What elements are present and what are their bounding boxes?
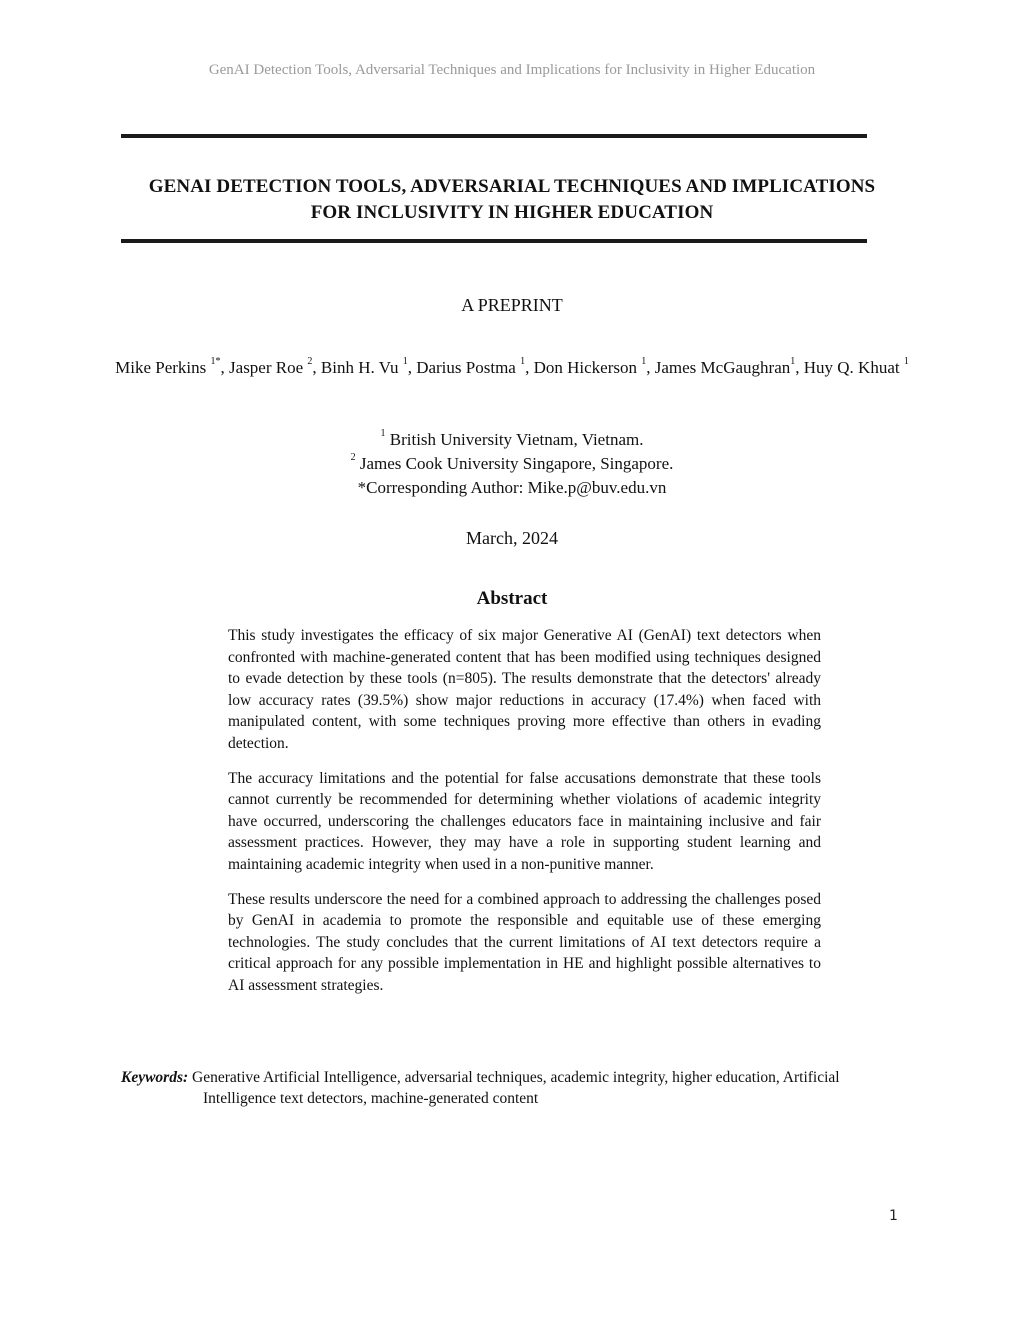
author-name: Binh H. Vu: [320, 358, 399, 377]
corresponding-author: *Corresponding Author: Mike.p@buv.edu.vn: [357, 478, 667, 497]
title-top-rule: [121, 134, 867, 138]
author-affiliation-mark: 1: [520, 356, 526, 368]
author-name: Jasper Roe: [229, 358, 304, 377]
paper-title-line-1: GENAI DETECTION TOOLS, ADVERSARIAL TECHNIQUES AND IMPLICATIONS: [148, 176, 876, 197]
paper-title-line-2: FOR INCLUSIVITY IN HIGHER EDUCATION: [310, 202, 714, 223]
author-affiliation-mark: 1: [641, 356, 647, 368]
affiliation-line: $^1$ British University Vietnam, Vietnam.: [380, 428, 644, 449]
running-header: GenAI Detection Tools, Adversarial Techniques and Implications for Inclusivity in Higher Education: [208, 62, 816, 78]
keywords-text: Generative Artificial Intelligence, adversarial techniques, academic integrity, higher education, Artificial Intelligence text detectors, machine-generated content: [192, 1069, 840, 1107]
author-affiliation-mark: 1: [402, 356, 408, 368]
preprint-label: A PREPRINT: [461, 295, 563, 315]
author-affiliation-mark: 1*: [210, 356, 221, 368]
author-list: Mike Perkins $^{1*}$, Jasper Roe $^2$, Binh H. Vu $^1$, Darius Postma $^1$, Don Hickerson $^1$, James McGaughran$^1$, Huy Q. Khuat $^1$: [115, 356, 909, 377]
author-affiliation-mark: 2: [307, 356, 313, 368]
author-name: Mike Perkins: [115, 358, 207, 377]
author-name: Huy Q. Khuat: [803, 358, 900, 377]
abstract-heading: Abstract: [476, 588, 548, 609]
publication-date: March, 2024: [466, 528, 558, 548]
abstract-paragraph: The accuracy limitations and the potential for false accusations demonstrate that these tools cannot currently be recommended for determining whether violations of academic integrity have occurred, underscoring the challenges educators face in maintaining inclusive and fair assessment practices. However, they may have a role in supporting student learning and maintaining academic integrity when used in a non-punitive manner.: [228, 769, 821, 873]
author-name: Darius Postma: [416, 358, 516, 377]
affiliations: [0, 428, 1024, 500]
author-affiliation-mark: 1: [903, 356, 909, 368]
author-affiliation-mark: 1: [790, 356, 796, 368]
affiliation-line: $^2$ James Cook University Singapore, Singapore.: [350, 452, 674, 473]
keywords-label: Keywords:: [121, 1069, 189, 1086]
author-name: James McGaughran: [654, 358, 791, 377]
keywords: [121, 1067, 911, 1109]
paper-title: [100, 174, 924, 226]
abstract-paragraph: These results underscore the need for a combined approach to addressing the challenges posed by GenAI in academia to promote the responsible and equitable use of these emerging technologies. The study concludes that the current limitations of AI text detectors require a critical approach for any possible implementation in HE and highlight possible alternatives to AI assessment strategies.: [228, 890, 821, 994]
page-number: 1: [889, 1208, 898, 1224]
abstract-paragraph: This study investigates the efficacy of six major Generative AI (GenAI) text detectors when confronted with machine-generated content that has been modified using techniques designed to evade detection by these tools (n=805). The results demonstrate that the detectors' already low accuracy rates (39.5%) show major reductions in accuracy (17.4%) when faced with manipulated content, with some techniques proving more effective than others in evading detection.: [228, 627, 821, 752]
title-bottom-rule: [121, 239, 867, 243]
abstract-body: [228, 625, 821, 1010]
author-name: Don Hickerson: [533, 358, 637, 377]
